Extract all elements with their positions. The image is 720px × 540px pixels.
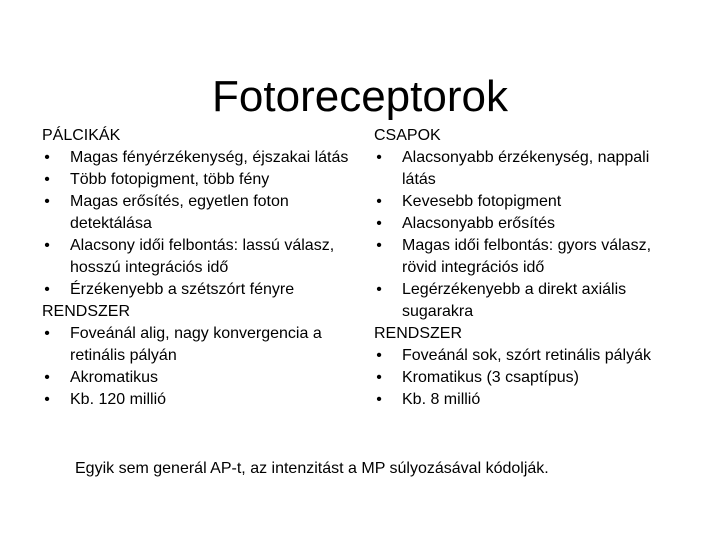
- list-item: [374, 345, 684, 367]
- list-item: [42, 389, 362, 411]
- list-item-text: Foveánál alig, nagy konvergencia a retinális pályán: [70, 325, 322, 364]
- list-item: [374, 367, 684, 389]
- list-item-text: Magas erősítés, egyetlen foton detektálása: [70, 193, 289, 232]
- list-item: [42, 169, 362, 191]
- list-item: [374, 235, 684, 279]
- cones-column: [374, 125, 684, 411]
- list-item-text: Akromatikus: [70, 369, 159, 386]
- rods-system-heading: RENDSZER: [42, 303, 131, 320]
- cones-properties-list: [374, 147, 684, 323]
- rods-column: [42, 125, 362, 411]
- bullet-icon: •: [376, 215, 382, 232]
- list-item: [374, 147, 684, 191]
- list-item: [42, 367, 362, 389]
- bullet-icon: •: [44, 193, 50, 210]
- bullet-icon: •: [376, 369, 382, 386]
- list-item-text: Alacsonyabb erősítés: [402, 215, 555, 232]
- list-item: [42, 235, 362, 279]
- list-item-text: Kromatikus (3 csaptípus): [402, 369, 579, 386]
- bullet-icon: •: [376, 237, 382, 254]
- cones-system-heading: RENDSZER: [374, 325, 463, 342]
- bullet-icon: •: [376, 193, 382, 210]
- list-item-text: Kevesebb fotopigment: [402, 193, 562, 210]
- bullet-icon: •: [376, 347, 382, 364]
- bullet-icon: •: [44, 149, 50, 166]
- list-item-text: Magas idői felbontás: gyors válasz, rövid integrációs idő: [402, 237, 652, 276]
- list-item: [374, 191, 684, 213]
- list-item-text: Foveánál sok, szórt retinális pályák: [402, 347, 651, 364]
- rods-heading: PÁLCIKÁK: [42, 127, 121, 144]
- list-item-text: Alacsony idői felbontás: lassú válasz, hosszú integrációs idő: [70, 237, 335, 276]
- list-item-text: Magas fényérzékenység, éjszakai látás: [70, 149, 349, 166]
- bullet-icon: •: [376, 149, 382, 166]
- list-item: [42, 191, 362, 235]
- list-item: [42, 279, 362, 301]
- bullet-icon: •: [44, 369, 50, 386]
- list-item-text: Alacsonyabb érzékenység, nappali látás: [402, 149, 650, 188]
- rods-properties-list: [42, 147, 362, 301]
- bullet-icon: •: [44, 171, 50, 188]
- list-item: [374, 389, 684, 411]
- list-item-text: Legérzékenyebb a direkt axiális sugarakra: [402, 281, 627, 320]
- list-item-text: Több fotopigment, több fény: [70, 171, 270, 188]
- bullet-icon: •: [376, 281, 382, 298]
- list-item: [42, 323, 362, 367]
- list-item: [42, 147, 362, 169]
- list-item: [374, 213, 684, 235]
- slide-title: Fotoreceptorok: [212, 72, 508, 122]
- list-item: [374, 279, 684, 323]
- bullet-icon: •: [44, 325, 50, 342]
- footer-note: Egyik sem generál AP-t, az intenzitást a MP súlyozásával kódolják.: [75, 460, 549, 477]
- rods-system-list: [42, 323, 362, 411]
- list-item-text: Kb. 120 millió: [70, 391, 167, 408]
- cones-system-list: [374, 345, 684, 411]
- cones-heading: CSAPOK: [374, 127, 441, 144]
- bullet-icon: •: [376, 391, 382, 408]
- bullet-icon: •: [44, 391, 50, 408]
- bullet-icon: •: [44, 281, 50, 298]
- list-item-text: Érzékenyebb a szétszórt fényre: [70, 281, 295, 298]
- bullet-icon: •: [44, 237, 50, 254]
- list-item-text: Kb. 8 millió: [402, 391, 481, 408]
